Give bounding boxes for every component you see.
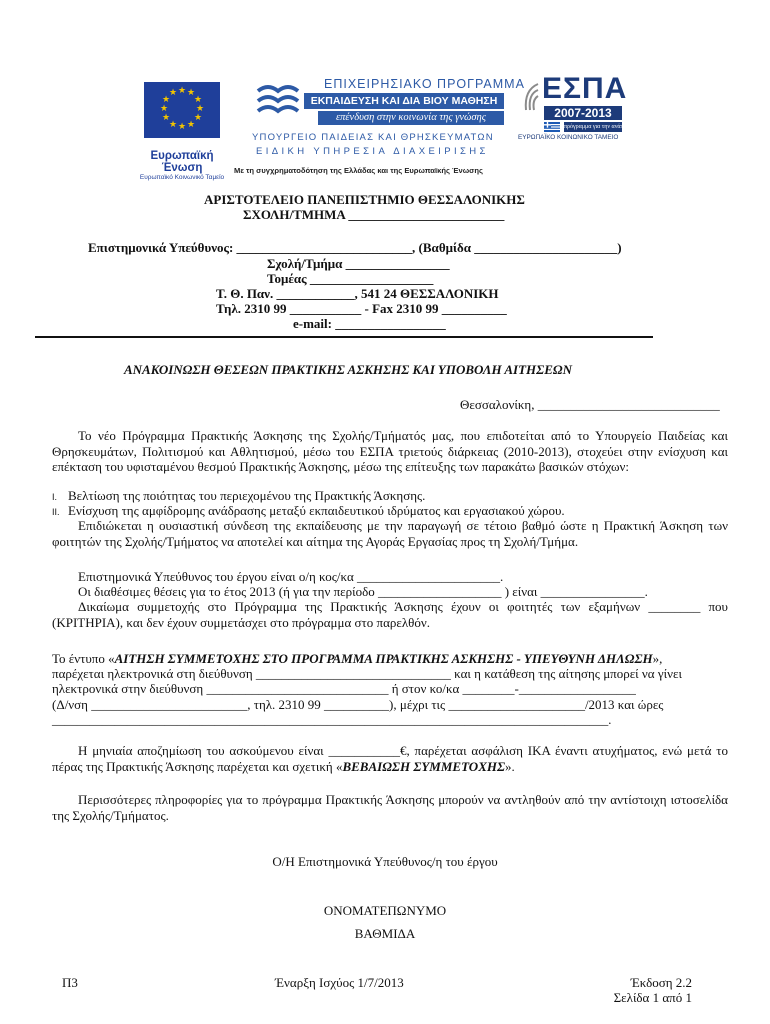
document-title: ΑΝΑΚΟΙΝΩΣΗ ΘΕΣΕΩΝ ΠΡΑΚΤΙΚΗΣ ΑΣΚΗΣΗΣ ΚΑΙ ΥΠΟΒΟΛΗ ΑΙΤΗΣΕΩΝ — [124, 362, 572, 377]
program-slogan-text: επένδυση στην κοινωνία της γνώσης — [336, 112, 486, 123]
svg-text:★: ★ — [186, 88, 196, 98]
form-suffix: », — [652, 651, 663, 666]
svg-text:★: ★ — [177, 122, 187, 132]
header-divider — [35, 336, 653, 338]
goal-2-text: Ενίσχυση της αμφίδρομης ανάδρασης μεταξύ εκπαιδευτικού ιδρύματος και εργασιακού χώρου. — [68, 503, 565, 518]
payment-paragraph — [52, 743, 728, 774]
program-line2-text: ΕΚΠΑΙΔΕΥΣΗ ΚΑΙ ΔΙΑ ΒΙΟΥ ΜΑΘΗΣΗ — [310, 95, 498, 107]
footer-page: Σελίδα 1 από 1 — [613, 990, 692, 1005]
espa-tagline — [564, 122, 635, 132]
cofunding-note: Με τη συγχρηματοδότηση της Ελλάδας και της Ευρωπαϊκής Ένωσης — [234, 166, 483, 175]
date-line: Θεσσαλονίκη, ____________________________ — [460, 397, 720, 412]
footer-code: Π3 — [62, 975, 78, 990]
espa-fund: ΕΥΡΩΠΑΪΚΟ ΚΟΙΝΩΝΙΚΟ ΤΑΜΕΙΟ — [518, 134, 619, 141]
espa-years-text: 2007-2013 — [554, 106, 612, 120]
svg-text:★: ★ — [186, 120, 196, 130]
eligibility-text: Δικαίωμα συμμετοχής στο Πρόγραμμα της Πρακτικής Άσκησης έχουν οι φοιτητές των εξαμήνων ________ που (ΚΡΙΤΗΡΙΑ), και δεν έχουν συμμετάσχει στο πρόγραμμα στο παρελθόν. — [52, 599, 728, 630]
supervisor-line: Επιστημονικά Υπεύθυνος: ___________________________, (Βαθμίδα ______________________) — [88, 240, 622, 255]
espa-swoosh-icon — [520, 82, 540, 112]
svg-text:★: ★ — [193, 113, 203, 123]
agency-name: ΕΙΔΙΚΗ ΥΠΗΡΕΣΙΑ ΔΙΑΧΕΙΡΙΣΗΣ — [256, 146, 489, 157]
payment-certificate: ΒΕΒΑΙΩΣΗ ΣΥΜΜΕΤΟΧΗΣ — [342, 758, 506, 774]
svg-text:★: ★ — [177, 86, 187, 96]
intro-paragraph — [52, 428, 728, 475]
goal-1-number: I. — [52, 492, 58, 502]
program-slogan — [318, 111, 504, 125]
svg-text:★: ★ — [168, 88, 178, 98]
form-line-4: (Δ/νση ________________________, τηλ. 2310 99 __________), μέχρι τις _____________________/2013 και ώρες — [52, 697, 664, 712]
program-logo — [234, 75, 525, 185]
form-line-2: παρέχεται ηλεκτρονικά στη διεύθυνση ______________________________ και η κατάθεση της αίτησης μπορεί να γίνει — [52, 666, 682, 681]
svg-text:★: ★ — [168, 120, 178, 130]
sector-line: Τομέας ___________________ — [267, 271, 434, 286]
responsible-line: Επιστημονικά Υπεύθυνος του έργου είναι ο/η κος/κα ______________________. — [78, 569, 504, 584]
school-line: ΣΧΟΛΗ/ΤΜΗΜΑ ________________________ — [243, 207, 505, 222]
espa-title: ΕΣΠΑ — [542, 72, 628, 105]
ministry-name: ΥΠΟΥΡΓΕΙΟ ΠΑΙΔΕΙΑΣ ΚΑΙ ΘΡΗΣΚΕΥΜΑΤΩΝ — [252, 132, 494, 143]
book-wave-icon — [256, 81, 300, 121]
positions-line: Οι διαθέσιμες θέσεις για το έτος 2013 (ή για την περίοδο ___________________ ) είναι ________________. — [78, 584, 648, 599]
program-line1: ΕΠΙΧΕΙΡΗΣΙΑΚΟ ΠΡΟΓΡΑΜΜΑ — [324, 77, 525, 91]
svg-text:★: ★ — [195, 104, 205, 114]
signature-rank: ΒΑΘΜΙΔΑ — [354, 926, 416, 941]
info-paragraph — [52, 792, 728, 823]
eu-fund: Ευρωπαϊκό Κοινωνικό Ταμείο — [139, 174, 225, 181]
payment-text: Η μηνιαία αποζημίωση του ασκούμενου είναι ___________€, παρέχεται ασφάλιση ΙΚΑ έναντι ατυχήματος, ενώ μετά το πέρας της Πρακτικής Άσκησης παρέχεται και σχετική « — [52, 743, 728, 774]
email-line: e-mail: _________________ — [293, 316, 446, 331]
goal-paragraph — [52, 518, 728, 549]
goal-1-text: Βελτίωση της ποιότητας του περιεχομένου της Πρακτικής Άσκησης. — [68, 488, 426, 503]
svg-text:★: ★ — [161, 113, 171, 123]
school-dept-line: Σχολή/Τμήμα ________________ — [267, 256, 450, 271]
eu-logo — [130, 80, 234, 181]
info-text: Περισσότερες πληροφορίες για το πρόγραμμα Πρακτικής Άσκησης μπορούν να αντληθούν από την αντίστοιχη ιστοσελίδα της Σχολής/Τμήματος. — [52, 792, 728, 823]
footer-effective: Έναρξη Ισχύος 1/7/2013 — [275, 975, 404, 990]
espa-tagline-text: πρόγραμμα για την ανάπτυξη — [564, 124, 635, 130]
svg-text:★: ★ — [161, 95, 171, 105]
program-line2 — [304, 93, 504, 109]
signature-name: ΟΝΟΜΑΤΕΠΩΝΥΜΟ — [323, 903, 447, 918]
form-prefix: Το έντυπο « — [52, 651, 115, 666]
footer-version: Έκδοση 2.2 — [630, 975, 692, 990]
espa-years — [544, 106, 622, 120]
form-line-3: ηλεκτρονικά στην διεύθυνση ____________________________ ή στον κο/κα ________-__________________ — [52, 681, 636, 696]
espa-logo — [518, 72, 635, 146]
form-line-1 — [52, 651, 662, 666]
signature-role: Ο/Η Επιστημονικά Υπεύθυνος/η του έργου — [272, 854, 498, 869]
form-name: ΑΙΤΗΣΗ ΣΥΜΜΕΤΟΧΗΣ ΣΤΟ ΠΡΟΓΡΑΜΜΑ ΠΡΑΚΤΙΚΗΣ ΑΣΚΗΣΗΣ - ΥΠΕΥΘΥΝΗ ΔΗΛΩΣΗ — [114, 651, 653, 666]
intro-text: Το νέο Πρόγραμμα Πρακτικής Άσκησης της Σχολής/Τμήματός μας, που επιδοτείται από το Υπουργείο Παιδείας και Θρησκευμάτων, Πολιτισμού και Αθλητισμού, μέσω του ΕΣΠΑ τριετούς διάρκειας (2010-2013), στοχεύει στην ενίσχυση και επέκταση του υφισταμένου θεσμού Πρακτικής Άσκησης, μέσω της επίτευξης των παρακάτω βασικών στόχων: — [52, 428, 728, 474]
eu-flag-icon — [130, 80, 234, 140]
university-name: ΑΡΙΣΤΟΤΕΛΕΙΟ ΠΑΝΕΠΙΣΤΗΜΙΟ ΘΕΣΣΑΛΟΝΙΚΗΣ — [204, 192, 525, 207]
eligibility-paragraph — [52, 599, 728, 630]
address-line: Τ. Θ. Παν. ____________, 541 24 ΘΕΣΣΑΛΟΝΙΚΗ — [216, 286, 499, 301]
goal-2-number: II. — [52, 507, 60, 517]
eu-name: Ευρωπαϊκή Ένωση — [150, 150, 214, 174]
form-line-5: _________________________________________________________________________________________. — [52, 713, 612, 727]
payment-suffix: ». — [505, 758, 515, 774]
phone-line: Τηλ. 2310 99 ___________ - Fax 2310 99 __________ — [216, 301, 507, 316]
svg-text:★: ★ — [193, 95, 203, 105]
greek-flag-icon — [544, 122, 560, 132]
goal-text: Επιδιώκεται η ουσιαστική σύνδεση της εκπαίδευσης με την παραγωγή σε τέτοιο βαθμό ώστε η Πρακτική Άσκηση των φοιτητών της Σχολής/Τμήματος να αποτελεί και αίτημα της Αγοράς Εργασίας προς τη Σχολή/Τμήμα. — [52, 518, 728, 549]
svg-text:★: ★ — [159, 104, 169, 114]
